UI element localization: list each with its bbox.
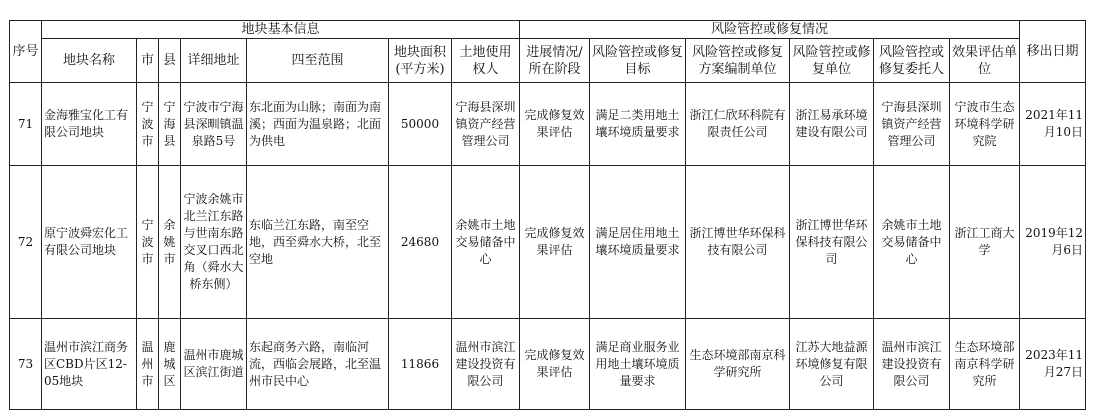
cell-county: 余姚市 bbox=[159, 166, 181, 319]
cell-client: 余姚市土地交易储备中心 bbox=[874, 166, 950, 319]
cell-area: 11866 bbox=[389, 319, 452, 410]
header-group-basic: 地块基本信息 bbox=[42, 21, 520, 39]
header-area: 地块面积(平方米) bbox=[389, 39, 452, 83]
cell-area: 50000 bbox=[389, 83, 452, 166]
header-eval-unit: 效果评估单位 bbox=[950, 39, 1020, 83]
header-land-user: 土地使用权人 bbox=[452, 39, 520, 83]
cell-eval-unit: 浙江工商大学 bbox=[950, 166, 1020, 319]
cell-date: 2023年11月27日 bbox=[1020, 319, 1086, 410]
cell-progress: 完成修复效果评估 bbox=[520, 166, 590, 319]
header-land-name: 地块名称 bbox=[42, 39, 137, 83]
cell-land-user: 余姚市土地交易储备中心 bbox=[452, 166, 520, 319]
header-progress: 进展情况/所在阶段 bbox=[520, 39, 590, 83]
cell-client: 温州市滨江建设投资有限公司 bbox=[874, 319, 950, 410]
contaminated-land-table bbox=[9, 20, 1086, 410]
cell-plan-unit: 浙江博世华环保科技有限公司 bbox=[686, 166, 790, 319]
cell-progress: 完成修复效果评估 bbox=[520, 83, 590, 166]
cell-land-user: 宁海县深圳镇资产经营管理公司 bbox=[452, 83, 520, 166]
table-row bbox=[10, 319, 1086, 410]
header-seq: 序号 bbox=[10, 21, 42, 83]
header-boundary: 四至范围 bbox=[247, 39, 389, 83]
cell-seq: 73 bbox=[10, 319, 42, 410]
cell-plan-unit: 浙江仁欣环科院有限责任公司 bbox=[686, 83, 790, 166]
cell-address: 宁波余姚市北兰江东路与世南东路交叉口西北角（舜水大桥东侧） bbox=[181, 166, 247, 319]
cell-repair-unit: 浙江博世华环保科技有限公司 bbox=[790, 166, 874, 319]
cell-county: 鹿城区 bbox=[159, 319, 181, 410]
cell-land-user: 温州市滨江建设投资有限公司 bbox=[452, 319, 520, 410]
table-row bbox=[10, 83, 1086, 166]
cell-date: 2019年12月6日 bbox=[1020, 166, 1086, 319]
cell-progress: 完成修复效果评估 bbox=[520, 319, 590, 410]
cell-land-name: 金海雅宝化工有限公司地块 bbox=[42, 83, 137, 166]
cell-land-name: 温州市滨江商务区CBD片区12-05地块 bbox=[42, 319, 137, 410]
cell-area: 24680 bbox=[389, 166, 452, 319]
cell-plan-unit: 生态环境部南京科学研究所 bbox=[686, 319, 790, 410]
cell-client: 宁海县深圳镇资产经营管理公司 bbox=[874, 83, 950, 166]
header-county: 县 bbox=[159, 39, 181, 83]
cell-eval-unit: 宁波市生态环境科学研究院 bbox=[950, 83, 1020, 166]
header-group-row bbox=[10, 21, 1086, 39]
cell-address: 宁波市宁海县深甽镇温泉路5号 bbox=[181, 83, 247, 166]
cell-city: 宁波市 bbox=[137, 83, 159, 166]
cell-repair-unit: 浙江易承环境建设有限公司 bbox=[790, 83, 874, 166]
table-row bbox=[10, 166, 1086, 319]
cell-date: 2021年11月10日 bbox=[1020, 83, 1086, 166]
cell-seq: 71 bbox=[10, 83, 42, 166]
cell-target: 满足商业服务业用地土壤环境质量要求 bbox=[590, 319, 686, 410]
cell-boundary: 东起商务六路，南临河流，西临会展路，北至温州市民中心 bbox=[247, 319, 389, 410]
header-client: 风险管控或修复委托人 bbox=[874, 39, 950, 83]
cell-city: 温州市 bbox=[137, 319, 159, 410]
cell-address: 温州市鹿城区滨江街道 bbox=[181, 319, 247, 410]
cell-boundary: 东临兰江东路，南至空地，西至舜水大桥，北至空地 bbox=[247, 166, 389, 319]
cell-county: 宁海县 bbox=[159, 83, 181, 166]
cell-land-name: 原宁波舜宏化工有限公司地块 bbox=[42, 166, 137, 319]
header-plan-unit: 风险管控或修复方案编制单位 bbox=[686, 39, 790, 83]
cell-seq: 72 bbox=[10, 166, 42, 319]
header-city: 市 bbox=[137, 39, 159, 83]
cell-eval-unit: 生态环境部南京科学研究所 bbox=[950, 319, 1020, 410]
cell-boundary: 东北面为山脉；南面为南溪；西面为温泉路；北面为供电 bbox=[247, 83, 389, 166]
header-move-out-date: 移出日期 bbox=[1020, 21, 1086, 83]
cell-target: 满足居住用地土壤环境质量要求 bbox=[590, 166, 686, 319]
cell-target: 满足二类用地土壤环境质量要求 bbox=[590, 83, 686, 166]
cell-city: 宁波市 bbox=[137, 166, 159, 319]
header-group-risk: 风险管控或修复情况 bbox=[520, 21, 1020, 39]
header-target: 风险管控或修复目标 bbox=[590, 39, 686, 83]
header-repair-unit: 风险管控或修复单位 bbox=[790, 39, 874, 83]
header-column-row bbox=[10, 39, 1086, 83]
cell-repair-unit: 江苏大地益源环境修复有限公司 bbox=[790, 319, 874, 410]
header-address: 详细地址 bbox=[181, 39, 247, 83]
